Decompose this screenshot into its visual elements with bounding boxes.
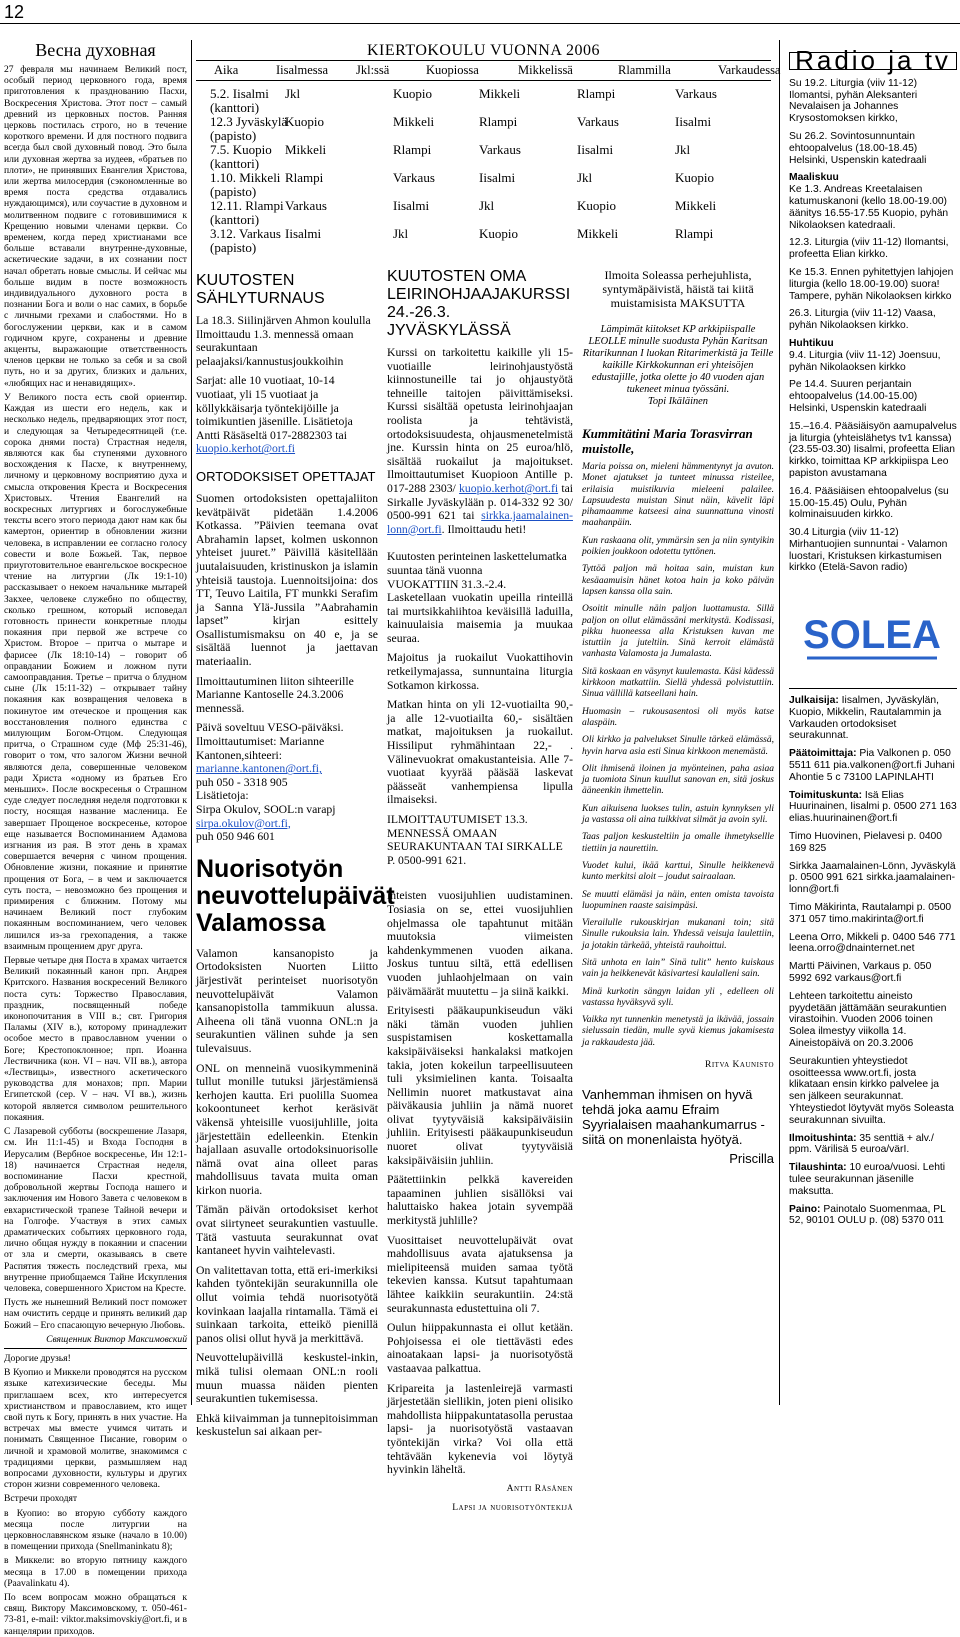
ilmoittautumiset: ILMOITTAUTUMISET 13.3. MENNESSÄ OMAAN SEURAKUNTAAN TAI SIRKALLE P. 0500-991 621. xyxy=(387,813,563,867)
contact-label: Ilmoitushinta: xyxy=(789,1132,857,1144)
schedule-cell: Mikkeli xyxy=(239,170,281,185)
contact-text: Painotalo Suomenmaa, PL 52, 90101 OULU p. (08) 5370 011 xyxy=(789,1203,946,1227)
contact-text: Pia Valkonen p. 050 5511 611 pia.valkonen@ort.fi Juhani Ahontie 5 c 73100 LAPINLAHTI xyxy=(789,748,955,783)
schedule-row xyxy=(210,171,771,199)
radio-listing: 9.4. Liturgia (viiv 11-12) Joensuu, pyhän Nikolaoksen kirkko xyxy=(789,349,941,373)
schedule-row xyxy=(210,199,771,227)
schedule-cell: Kuopio xyxy=(232,142,272,157)
poem-verse: Sitä unhota en lain” Sinä tulit” hento kuiskaus vain ja heikkenevät käsivartesi kaulalleni sain. xyxy=(582,957,774,980)
author-title: Lapsi ja nuorisotyöntekijä xyxy=(452,1503,573,1514)
column-divider xyxy=(779,40,780,1405)
ortodoksiset-text-2: Ilmoittautuminen liiton sihteerille Marianne Kantoselle 24.3.2006 mennessä. xyxy=(196,674,354,715)
schedule-cell: Kuopio xyxy=(675,170,714,185)
russian-greeting: в Куопио: во вторую субботу каждого месяца после литургии на церковнославянском языке (начало в 10.00) в помещении прихода (Snellmaninkatu 8); xyxy=(4,1507,187,1553)
schedule-header-cell: Kuopiossa xyxy=(426,63,479,77)
column-2 xyxy=(387,268,574,1514)
poem-verse: Vaikka nyt tunnenkin menetystä ja ikävää, jossain sielussain tiedän, mulle syvä kiemus jakamisesta ja rakkaudesta jää. xyxy=(582,1015,774,1048)
schedule-row xyxy=(210,227,771,255)
nuoriso-cont-paragraph: inteisten vuosijuhlien uudistaminen. Tosiasia on se, ettei vuosijuhlien ohjelmassa ole tapahtunut mitään muutoksia viimeisten kahdenkymmenen vuoden aikana. Joskus tuntuu siltä, että edellisen vuoden juhlaohjelmaan on vain päivämäärät muutettu – ja siinä kaikki. xyxy=(387,889,573,998)
schedule-cell: Mikkeli xyxy=(675,198,717,213)
notice-maksutta: Ilmoita Soleassa perhejuhlista, syntymäpäivistä, häistä tai kiitä muistamisista MAKSUTTA xyxy=(602,268,754,310)
nuoriso-title: Nuorisotyön neuvottelupäivät Valamossa xyxy=(196,854,395,937)
schedule-cell: Mikkeli xyxy=(393,114,435,129)
laskettelu-text: Kuutosten perinteinen laskettelumatka suuntaa tänä vuonna xyxy=(387,550,567,577)
prayer-text: Vanhemman ihmisen on hyvä tehdä joka aamu Efraim Syyrialaisen maahankumarrus - siitä on monenlaista hyötyä. xyxy=(582,1087,765,1148)
sahly-heading: KUUTOSTEN SÄHLYTURNAUS xyxy=(196,272,325,307)
schedule-cell: Jkl xyxy=(393,226,409,241)
nuoriso-cont-paragraph: Päätettiinkin pelkkä kavereiden tapaaminen juhlien sisällöksi vai haluttaisko hakea jotain syvempää merkitystä juhlille? xyxy=(387,1173,573,1228)
contact-entry xyxy=(789,1056,957,1127)
russian-greeting: В Куопио и Миккели проводятся на русском языке катехизические беседы. Мы приглашаем всех, кто интересуется христианством и православием, кто ищет свой путь к Богу, принять в них участие. На встречах мы вместе учимся читать и понимать Священное Писание, говорим о личной и храмовой молитве, знакомимся с традициями церкви, размышляем над вопросами духовности, культуры и других сторон жизни современного человека. xyxy=(4,1367,187,1491)
contact-label: Paino: xyxy=(789,1203,821,1215)
schedule-date-place xyxy=(210,171,285,185)
author-name: Antti Räsänen xyxy=(506,1483,573,1494)
schedule-title: KIERTOKOULU VUONNA 2006 xyxy=(366,42,601,59)
schedule-cell: Iisalmi xyxy=(393,198,430,213)
vuokatti-heading: VUOKATTIIN 31.3.-2.4. xyxy=(387,577,507,591)
nuoriso-cont-paragraph: Kripareita ja lastenleirejä varmasti järjestetään siellikin, joten pieni olisiko mahdollista hiippakuntatasolla perustaa lapsi- ja nuorisotyöstä vastaavan työntekijän virka? Voi olla että tehtävään kykenevia voi löytyä hyvinkin läheltä. xyxy=(387,1381,573,1477)
sahly-text-2 xyxy=(196,374,378,456)
russian-paragraph: 27 февраля мы начинаем Великий пост, особый период церковного года, время приготовления к празднованию Пасхи, Воскресения Христова. Этот пост – самый древний из церковных постов. Ранняя церковь постилась строго, но в течение короткого времени. И для постного подвига всегда был свой духовный повод. Это была или духовная жертва за иудеев, «братьев по плоти», не принявших Евангелия Христова, или жертва милосердия (сэкономленные во время поста средства отдавались нуждающимся), или соучастие в духовном и молитвенном подвиге с готовившимися к Крещению новыми членами церкви. Со временем, когда перед христианами все больше вставали внутренне-духовные, аскетические задачи, в их сознании пост начал обретать новые смыслы. И сейчас мы больше видим в посте возможность индивидуального духовного роста в познании Бога и воли о нас самих, в борьбе с личными грехами и слабостями. Но в богослужении церкви, как и в самом годичном круге, сохранены и древние акценты, выражающие ответственность членов церкви не только за себя и за свой путь, но и за других, близких и дальних, «любящих нас и ненавидящих». xyxy=(4,64,187,389)
schedule-cell: Mikkeli xyxy=(285,142,327,157)
russian-paragraph: У Великого поста есть свой ориентир. Каждая из шести его недель, как и несколько недель, предваряющих этот пост, и следующая за Четыредесятницей (т.е. сорока днями поста) Страстная неделя, являются как бы ступенями духовного восхождения к Пасхе, к внутреннему, личному и церковному восприятию духа и смысла откровения Креста и Воскресения Христовых. Чтения Евангелий на воскресных литургиях и богослужебные тексты всего этого периода дают нам как бы камертон, ориентир в обновлении жизни человека, в исправлении ее согласно голосу совести и воле Божьей. Так, первое приуготовительное евангельское воскресное чтение на литургии (Лк 19:1-10) рассказывает о некоем начальнике мытарей Закхее, человеке служебно по обществу, сколько грешном, который исповедал готовность принести конкретные плоды покаяния при первой же встрече со Христом. Второе – притча о мытаре и фарисее (Лк 18:10-14) – говорит об оправдании Божием и ложном пути самооправдания. Третье – притча о блудном сыне (Лк 15:11-32) – открывает тайну покаяния как возвращения человека в покинутое им отеческое и прощения как восстановления полного единства с милующим Богом-Отцом. Следующая притча, о Страшном суде (Мф 25:31-46), говорит о том, что залогом Жизни вечной являются дела, совершенные человеком ради Христа «одному из братьев Его меньших». После воскресенья о Страшном суде следует последняя неделя подготовки к посту, носящая название масленица. Ее завершает Прощеное воскресенье, которое еще называется Воспоминанием Адамова изгнания из рая. В этот день в храмах совершается вечерня с чином прощения. Обновление жизни, покаяние и принятие прощения от Бога, – в чем и заключается суть поста, – невозможно без прощения и примирения с ближним. Потому мы начинаем Великий пост глубоким покаянным воспоминанием, чего человек лишился из-за грехопадения, а также взаимным прощением друг друга. xyxy=(4,391,187,952)
russian-greeting: По всем вопросам можно обращаться к свящ. Виктору Максимовскому, т. 050-461-73-81, e-mail: viktor.maksimovskiy@ort.fi, и в канцелярии приходов. xyxy=(4,1592,187,1637)
radio-listing: Pe 14.4. Suuren perjantain ehtoopalvelus (14.00-15.00) Helsinki, Uspenskin katedraali xyxy=(789,379,927,414)
schedule-note: (papisto) xyxy=(210,184,257,199)
schedule-cell: Jyväskylä xyxy=(236,114,288,129)
nuoriso-paragraph: On valitettavan totta, että eri-imerkiksi kahden työntekijän seurakunnilla ole ollut voimia tehdä nuorisotyötä kovinkaan laajalla rintamalla. Tämä ei suinkaan tarkoita, etteikö pienillä panos olisi ollut hyvä ja merkittävä. xyxy=(196,1263,378,1345)
laskettelu-text-4: Matkan hinta on yli 12-vuotiailta 90,- ja alle 12-vuotiailta 60,- sisältäen matkat, majoituksen ja ruokailut. Hissiliput ryhmähintaan 22,- . Välinevuokrat omakustanteisia. Alle 7-vuotiaat kyyrää pääsää laskevat päässeät vanhempiensa lipulla ilmaiseksi. xyxy=(387,698,573,807)
prayer-author: Priscilla xyxy=(729,1151,774,1167)
ortodoksiset-heading: ORTODOKSISET OPETTAJAT xyxy=(196,468,376,484)
schedule-cell: Varkaus xyxy=(393,170,435,185)
ortodoksiset-text-5: puh 050 - 3318 905 xyxy=(196,775,288,789)
schedule-cell: Varkaus xyxy=(675,86,717,101)
poem-verse: Oli kirkko ja palvelukset Sinulle tärkeä elämässä, hyvin harva asia esti Sinua kirkkoon menemästä. xyxy=(582,735,774,757)
radio-listing: Su 26.2. Sovintosunnuntain ehtoopalvelus (18.00-18.45) Helsinki, Uspenskin katedraali xyxy=(789,130,927,166)
schedule-note: (kanttori) xyxy=(210,212,260,227)
laskettelu-text-2: Lasketellaan vuokatin upeilla rinteillä tai murtsikkahiihtoa keväisillä laduilla, kainuulaisia maisemia ja muukaa seuraa. xyxy=(387,591,573,645)
contact-label: Toimituskunta: xyxy=(789,789,863,801)
contact-label: Päätoimittaja: xyxy=(789,748,857,760)
contact-label: Tilaushinta: xyxy=(789,1162,847,1174)
poem-verse: Vierailulle rukouskirjan mukanani toin; sitä Sinulle rukouksia lain. Yhdessä veisuja laulettiin, ja jotakin tärkeää, yhteistä rauhoittui. xyxy=(582,918,774,951)
schedule-cell: Kuopio xyxy=(393,86,432,101)
schedule-cell: Iisalmi xyxy=(479,170,516,185)
russian-article xyxy=(4,40,187,1637)
schedule-cell: Varkaus xyxy=(479,142,521,157)
schedule-cell: 3.12. xyxy=(210,226,236,241)
schedule-cell: 12.11. xyxy=(210,198,243,213)
contact-text: Timo Huovinen, Pielavesi p. 0400 169 825 xyxy=(789,831,943,854)
contact-text: Lehteen tarkoitettu aineisto pyydetään jättämään seurakuntien virastoihin. Vuoden 2006 toinen Solea ilmestyy viikolla 14. Aineistopäivä on 20.3.2006 xyxy=(789,990,947,1049)
nuoriso-cont-paragraph: Erityisesti pääkaupunkiseudun väki näki tämän vuoden juhlien suspistamisen koskettamalla kaksipäiväiseksi hankalaksi matkojen takia, joten kokeilun tarpeellisuuteen tuli yksimielinen kanta. Toisaalta Nellimin nuoret matkustavat aina päiväkausia juhliin ja nämä nuoret olivat tyytyväisiä kaksipäiväisiin juhliin. Erityisesti pääkaupunkiseudun nuoret olivat tyytyväisiä kaksipäiväisiin juhliin. xyxy=(387,1004,573,1167)
contact-entry xyxy=(789,831,957,855)
schedule-note: (kanttori) xyxy=(210,156,260,171)
radio-tv-column xyxy=(789,45,957,1402)
radio-tv-listings xyxy=(789,78,957,574)
schedule-header-cell: Iisalmessa xyxy=(276,63,329,77)
poem-verse: Sitä koskaan en väsynyt kuulemasta. Käsi kädessä kirkkoon matkattiin. Siellä yhdessä polvistuttiin. Sinua vällillä katseellani hain. xyxy=(582,666,774,700)
nuoriso-paragraph: Neuvottelupäivillä keskustel-inkin, mikä tulisi olemaan ONL:n rooli muun muassa näiden pienten seurakuntien tukemisessa. xyxy=(196,1351,378,1406)
schedule-header-cell: Rlammilla xyxy=(618,63,671,77)
thanks-signature: Topi Ikäläinen xyxy=(648,396,708,407)
russian-paragraph: С Лазаревой субботы (воскрешение Лазаря, см. Ин 11:1-45) и Входа Господня в Иерусалим (Вербное воскресенье, Ин 12:1-18) начинается Страстная неделя, воспоминание Пасхи крестной, добровольной жертвы Господа нашего и заключения им Нового Завета с человеком в евхаристической трапезе Тайной вечери и на Голгофе. Участвуя в этих самых драматических событиях церковного года, лично общая нужду в покаянии и спасении от зла и смерти, оказываясь в свете Распятия тяжесть последствий греха, мы внутренне приобщаемся Тайне Искупления человека, совершенного Христом на Кресте. xyxy=(4,1126,187,1294)
schedule-cell: 7.5. xyxy=(210,142,230,157)
schedule-row xyxy=(210,115,771,143)
schedule-cell: Rlampi xyxy=(393,142,432,157)
schedule-cell: Varkaus xyxy=(239,226,281,241)
schedule-note: (papisto) xyxy=(210,240,257,255)
schedule-cell: Rlampi xyxy=(285,170,324,185)
radio-listing: 15.–16.4. Pääsiäisyön aamupalvelus ja liturgia (yhteislähetys tv1 kanssa) (23.55-03.30) Iisalmi, profeetta Elian kirkko, toimittaa KP arkkipiispa Leo papiston avustamana xyxy=(789,420,957,479)
russian-paragraph: Первые четыре дня Поста в храмах читается Великий покаянный канон прп. Андрея Критского. Названия воскресений Великого поста суть: Торжество Православия, праздник, посвященный победе иконопочитания в VIII в.; свт. Григория Паламы (XIV в.), которому принадлежит особое место в православном учении о Боге; Крестопоклонное; прп. Иоанна Лествичника (кон. VI – нач. VII вв.), автора «Лествицы», известного аскетического руководства для монахов; прп. Марии Египетской (сер. V – нач. VI вв.), жизнь которой является символом решительного покаяния. xyxy=(4,955,187,1123)
nuoriso-cont-paragraph: Vuosittaiset neuvottelupäivät ovat mahdollisuus avata ajatuksensa ja mielipiteensä muiden samaa työtä tekevien kanssa. Kutsut tapahtumaan lähtee kaikkiin seurakuntiin. 24:stä seurakunnasta edustettuina oli 7. xyxy=(387,1233,573,1315)
radio-listing: 12.3. Liturgia (viiv 11-12) Ilomantsi, profeetta Elian kirkko. xyxy=(789,237,949,261)
sahly-text-2-body: Sarjat: alle 10 vuotiaat, 10-14 vuotiaat, yli 15 vuotiaat ja köllykkäisarja työntekijöille ja toimikuntien jäsenille. Lisätietoja Antti Räsäseltä 017-2882303 tai xyxy=(196,374,353,442)
schedule-cell: Jkl xyxy=(577,170,593,185)
contact-entry xyxy=(789,961,957,985)
schedule-row xyxy=(210,87,771,115)
contact-entry xyxy=(789,902,957,926)
contact-text: Timo Mäkirinta, Rautalampi p. 0500 371 057 timo.makirinta@ort.fi xyxy=(789,902,952,925)
poem-verse: Kun raskaana olit, ymmärsin sen ja niin syntyikin poikien joukkoon odotettu tyttönen. xyxy=(582,535,774,558)
poem-verse: Maria poissa on, mieleni hämmentynyt ja avuton. Monet ajatukset ja tunteet minussa risteilee, erilaisia muistikuvia mieleeni palailee. Lapsuudesta muistan Sinut näin, kävelit läpi pihamaamme katseesi aina suunnattuna vinosti maahanpäin. xyxy=(582,462,774,529)
kurssi-text-body: Kurssi on tarkoitettu kaikille yli 15-vuotiaille leirinohjaustyöstä kiinnostuneille tai jo ohjaustyötä tehneille taitojen päivittämiseksi. Kurssi sisältää opetusta leirinohjaajan roolista ja tehtävistä, ortodoksisuudesta, ohjausmenetelmistä jne. Kurssin hinta on 25 euroa/hlö, sisältää ruokailut ja majoitukset. Ilmoittautumiset Kuopioon Antille p. 017-288 2303/ xyxy=(387,346,573,495)
schedule-cell: Rlampi xyxy=(577,86,616,101)
schedule-cell: Rlampi xyxy=(479,114,518,129)
russian-signature: Священник Виктор Максимовский xyxy=(4,1334,187,1349)
russian-greeting: Дорогие друзья! xyxy=(4,1352,71,1364)
leiri-heading: KUUTOSTEN OMA LEIRINOHJAAJAKURSSI 24.-26.3. JYVÄSKYLÄSSÄ xyxy=(387,268,571,339)
contact-entry xyxy=(789,695,957,742)
schedule-rows xyxy=(196,81,771,255)
column-3 xyxy=(582,268,774,1388)
contact-label: Julkaisija: xyxy=(789,695,839,707)
radio-listing: 16.4. Pääsiäisen ehtoopalvelus (su 15.00-15.45) Oulu, Pyhän kolminaisuuden kirkko. xyxy=(789,485,949,521)
russian-greeting: в Миккели: во вторую пятницу каждого месяца в 17.00 в помещении прихода (Paavalinkatu 4). xyxy=(4,1555,187,1589)
contact-entry xyxy=(789,932,957,956)
kurssi-text-body-2: tai Sirkalle Jyväskylään p. 014-332 92 30/ 0500-991 621 tai xyxy=(387,481,574,523)
contact-text: 35 senttiä + alv./ ppm. Värilisä 5 euroa/värI. xyxy=(789,1132,934,1156)
schedule-date-place xyxy=(210,114,288,129)
schedule-cell: Iisalmi xyxy=(232,86,269,101)
column-1 xyxy=(196,272,395,1439)
sahly-text: La 18.3. Siilinjärven Ahmon koululla Ilmoittaudu 1.3. mennessä omaan seurakuntaan pelaajaksi/kannustusjoukkoihin xyxy=(196,314,371,368)
ortodoksiset-text-4: Ilmoittautumiset: Marianne Kantonen,sihteeri: xyxy=(196,735,325,762)
schedule-header xyxy=(196,60,781,81)
schedule-cell: 12.3 xyxy=(210,114,233,129)
contact-entry xyxy=(789,861,957,896)
contact-entry xyxy=(789,991,957,1050)
radio-listing: Huhtikuu xyxy=(789,337,834,349)
nuoriso-paragraph: Tämän päivän ortodoksiset kerhot ovat siirtyneet seurakuntien vastuulle. Tätä vastuuta seurakunnat ovat kantaneet hyvin vaihtelevasti. xyxy=(196,1203,378,1258)
schedule-cell: Jkl xyxy=(479,198,495,213)
poem-verse: Kun aikuisena luokses tulin, astuin kynnyksen yli ja vastassa oli aina tuikkivat silmät ja avoin syli. xyxy=(582,803,774,826)
schedule-cell: Mikkeli xyxy=(479,86,521,101)
sirpa-email-link[interactable]: sirpa.okulov@ort.fi, xyxy=(196,816,291,830)
schedule-date-place xyxy=(210,87,285,101)
contact-text: Leena Orro, Mikkeli p. 0400 546 771 leena.orro@dnainternet.net xyxy=(789,931,956,955)
contact-entry xyxy=(789,1162,957,1197)
radio-listing: Ke 1.3. Andreas Kreetalaisen katumuskanoni (kello 18.00-19.00) äänitys 16.55-17.55 Kuopio, pyhän Nikolaoksen katedraali. xyxy=(789,184,949,231)
radio-listing: 30.4 Liturgia (viiv 11-12) Mirhantuojien sunnuntai - Valamon luostari, Kristuksen kirkastumisen kirkko (Etelä-Savon radio) xyxy=(789,527,948,574)
ortodoksiset-email-1-line xyxy=(196,762,378,776)
russian-title: Весна духовная xyxy=(35,40,156,60)
contact-entry xyxy=(789,1133,957,1157)
schedule-cell: Jkl xyxy=(675,142,691,157)
ortodoksiset-text-6: Lisätietoja: xyxy=(196,789,249,803)
contact-entry xyxy=(789,748,957,783)
marianne-email-link[interactable]: marianne.kantonen@ort.fi, xyxy=(196,762,322,776)
poem-verse: Taas paljon keskusteltiin ja omalle ihmetyksellle tiettiin ja naurettiin. xyxy=(582,832,774,854)
kiertokoulu-schedule xyxy=(196,42,781,260)
ortodoksiset-email-2-line xyxy=(196,817,378,831)
poem-verse: Se muutti elämäsi ja näin, enten omista tavoista luopuminen raaste saisimpäsi. xyxy=(582,889,774,911)
schedule-note: (papisto) xyxy=(210,128,257,143)
sirkka-email-link[interactable]: sirkka.jaamalainen-lonn@ort.fi xyxy=(387,509,574,536)
russian-greeting: Встречи проходят xyxy=(4,1493,78,1505)
contact-text: Isä Elias Huurinainen, Iisalmi p. 0500 271 163 elias.huurinainen@ort.fi xyxy=(789,789,957,825)
poem-verse: Minä kurkotin sängyn laidan yli , edelleen oli vastassa hyväksyvä syli. xyxy=(582,986,774,1008)
solea-logo-text: SOLEA xyxy=(803,613,941,658)
kuopio-kerhot-link[interactable]: kuopio.kerhot@ort.fi xyxy=(459,481,559,495)
schedule-cell: Varkaus xyxy=(285,198,327,213)
schedule-cell: Iisalmi xyxy=(577,142,614,157)
nuoriso-paragraph: Ehkä kiivaimman ja tunnepitoisimman keskustelun sai aikaan per- xyxy=(196,1411,378,1439)
schedule-header-cell: Varkaudessa xyxy=(718,63,781,77)
ortodoksiset-text-3: Päivä soveltuu VESO-päiväksi. xyxy=(196,721,344,735)
nuoriso-cont-paragraph: Oulun hiippakunnasta ei ollut ketään. Pohjoisessa ei ole tiettävästi edes ainoatakaan lapsi- ja nuorisotyöstä vastaavaa palkattua. xyxy=(387,1321,573,1375)
schedule-cell: 1.10. xyxy=(210,170,236,185)
kummitati-title: Kummitätini Maria Torasvirran muistolle, xyxy=(582,426,753,456)
contact-entry xyxy=(789,1204,957,1228)
nuoriso-paragraph: Valamon kansanopisto ja Ortodoksisten Nuorten Liitto järjestivät perinteiset nuorisotyön neuvottelupäivät Valamon kansanopistolla tammikuun alussa. Aiheena oli tänä vuonna ONL:n ja seurakuntien välinen suhde ja sen tulevaisuus. xyxy=(196,946,378,1055)
schedule-cell: Varkaus xyxy=(577,114,619,129)
schedule-cell: Kuopio xyxy=(479,226,518,241)
top-rule xyxy=(0,23,960,24)
poem xyxy=(582,462,774,1049)
poem-verse: Tyttöä paljon mä hoitaa sain, muistan kun kesäaamuisin hänet kotoa hain ja koko päivän lapsen kanssa olla sain. xyxy=(582,564,774,597)
kurssi-text-body-3: . Ilmoittaudu heti! xyxy=(441,522,527,536)
laskettelu-text-3: Majoitus ja ruokailut Vuokattihovin retkeilymajassa, sunnuntaina liturgia Sotkamon kirkossa. xyxy=(387,651,573,692)
schedule-cell: Jkl xyxy=(285,86,301,101)
schedule-cell: Rlampi xyxy=(675,226,714,241)
poem-author: Ritva Kaunisto xyxy=(705,1060,774,1071)
radio-listing: 26.3. Liturgia (viiv 11-12) Vaasa, pyhän Nikolaoksen kirkko. xyxy=(789,308,936,332)
solea-logo xyxy=(797,594,947,674)
ortodoksiset-text: Suomen ortodoksisten opettajaliiton kevätpäivät pidetään 1.4.2006 Kotkassa. ”Päivien teemana ovat Abrahamin lapset, kolmen uskonnon yhteiset juuret.” Päivillä käsitellään juutalaisuuden, kristinuskon ja islamin yhteisiä taustoja. Luennoitsijoina: dos TT, Teuvo Laitila, FT munkki Serafim ja Sanna Ylä-Jussila ”Aabrahamin lapset” kirjan esittely Osallistumismaksu on 40 e, ja se sisältää luennot ja jaettavan materiaalin. xyxy=(196,491,378,669)
schedule-header-cell: Aika xyxy=(214,63,239,77)
thanks-text: Lämpimät kiitokset KP arkkipiispalle LEOLLE minulle suodusta Pyhän Karitsan Ritarikunnan I luokan Ritarimerkistä ja Teille kaikille Kirkkokunnan eri yhteisöjen edustajille, jotka olette jo 40 vuoden ajan tukeneet minua työssäni. xyxy=(582,324,774,395)
contact-text: 10 euroa/vuosi. Lehti tulee seurakunnan jäsenille maksutta. xyxy=(789,1162,946,1197)
schedule-date-place xyxy=(210,199,285,213)
radio-listing: Maaliskuu xyxy=(789,172,839,184)
ortodoksiset-text-7: Sirpa Okulov, SOOL:n varapj xyxy=(196,803,336,816)
schedule-date-place xyxy=(210,227,285,241)
schedule-header-cell: Mikkelissä xyxy=(518,63,573,77)
page-number: 12 xyxy=(4,2,25,22)
schedule-cell: Mikkeli xyxy=(577,226,619,241)
contact-text: Martti Päivinen, Varkaus p. 050 5992 692 varkaus@ort.fi xyxy=(789,961,932,985)
kurssi-text xyxy=(387,346,573,536)
schedule-note: (kanttori) xyxy=(210,100,260,115)
russian-paragraph: Пусть же нынешний Великий пост поможет нам очистить сердце и принять великий дар Божий – Его спасающую вечерную Любовь. xyxy=(4,1297,187,1331)
contact-entry xyxy=(789,790,957,825)
schedule-cell: Rlampi xyxy=(245,198,284,213)
poem-verse: Vuodet kului, ikää karttui, Sinulle heikkenevä kunto merkitsi aloit – joudut sairaalaan. xyxy=(582,860,774,883)
thanks-notice xyxy=(582,324,774,408)
contact-text: Iisalmen, Jyväskylän, Kuopio, Mikkelin, Rautalammin ja Varkauden ortodoksiset seurakunnat. xyxy=(789,695,942,742)
nuoriso-paragraph: ONL on menneinä vuosikymmeninä tullut monille tutuksi järjestämiensä kerhojen kautta. Eri puolilla Suomea kokoontuneet kerhot keräsivät väkensä yhteisille vuosijuhlille, joita järjestettäin edelleenkin. Etenkin hajallaan asuvalle ortodoksinuorisolle nämä ovat aina olleet paras mahdollisuus tavata muita oman kirkon nuoria. xyxy=(196,1061,378,1197)
schedule-cell: Kuopio xyxy=(285,114,324,129)
radio-listing: Su 19.2. Liturgia (viiv 11-12) Ilomantsi, pyhän Aleksanteri Nevalaisen ja Johannes Krysostomoksen kirkko, xyxy=(789,77,918,125)
contact-text: Sirkka Jaamalainen-Lönn, Jyväskylä p. 0500 991 621 sirkka.jaamalainen-lonn@ort.fi xyxy=(789,860,956,896)
radio-listing: Ke 15.3. Ennen pyhitettyjen lahjojen liturgia (kello 18.00-19.00) suora! Tampere, pyhän Nikolaoksen kirkko xyxy=(789,266,954,302)
radio-tv-title: Radio ja tv xyxy=(789,52,957,70)
poem-verse: Huomasin – rukousasentosi oli myös katse alaspäin. xyxy=(582,706,774,728)
schedule-cell: Iisalmi xyxy=(675,114,712,129)
sahly-email-link[interactable]: kuopio.kerhot@ort.fi xyxy=(196,442,296,456)
schedule-cell: Kuopio xyxy=(577,198,616,213)
ortodoksiset-text-8: puh 050 946 601 xyxy=(196,830,275,844)
publication-contacts xyxy=(789,688,957,1227)
schedule-cell: 5.2. xyxy=(210,86,230,101)
column-divider xyxy=(191,40,192,1405)
schedule-header-cell: Jkl:ssä xyxy=(356,63,390,77)
schedule-cell: Iisalmi xyxy=(285,226,322,241)
poem-verse: Olit ihmisenä iloinen ja myönteinen, paha asiaa ja tuomiota Sinun kuullut sanovan en, sitä joskus ääneenkin ihmettelin. xyxy=(582,763,774,797)
schedule-date-place xyxy=(210,143,285,157)
poem-verse: Osoitit minulle näin paljon luottamusta. Sillä paljon on ollut elämässäni merkitystä. Kodissasi, pikku huoneessa alla Kristuksen kuvan me istuttiin ja juteltiin. Sinä kerroit elämästä vanhasta Valamosta ja Jumalasta. xyxy=(582,604,774,660)
contact-text: Seurakuntien yhteystiedot osoitteessa www.ort.fi, josta klikataan ensin kirkko palvelee ja sen jälkeen seurakunnat. Yhteystiedot löytyvät myös Soleasta seurakunnan sivuilta. xyxy=(789,1055,954,1126)
schedule-row xyxy=(210,143,771,171)
